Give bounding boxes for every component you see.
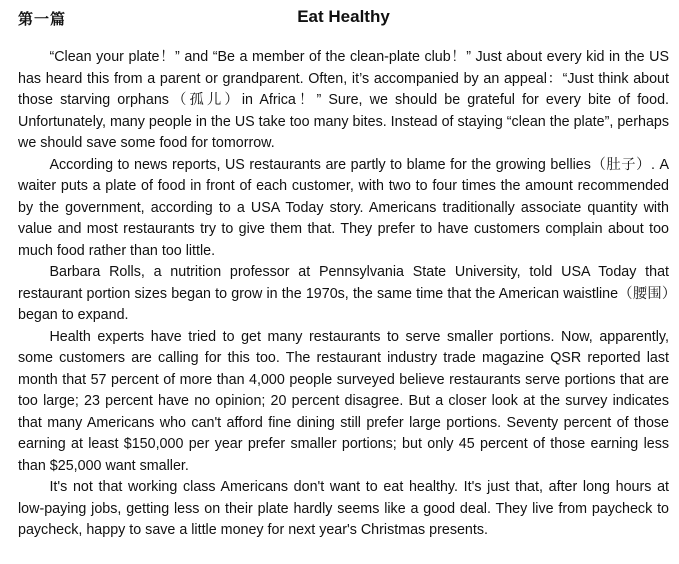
paragraph: According to news reports, US restaurants are partly to blame for the growing bellies（肚子）. A waiter puts a plate of food in front of each customer, with two to four times the amount recommended by the government, according to a USA Today story. Americans traditionally associate quantity with value and most restaurants try to give them that. They prefer to have customers complain about too much food rather than too little. bbox=[18, 156, 669, 259]
section-label: 第一篇 bbox=[18, 10, 67, 28]
paragraph: “Clean your plate！” and “Be a member of the clean-plate club！” Just about every kid in the US has heard this from a parent or grandparent. Often, it’s accompanied by an appeal：“Just think about those starving orphans（孤儿）in Africa！” Sure, we should be grateful for every bite of food. Unfortunately, many people in the US take too many bites. Instead of staying “clean the plate”, perhaps we should save some food for tomorrow. bbox=[18, 49, 669, 151]
document-header bbox=[18, 6, 669, 32]
article-body bbox=[18, 47, 669, 542]
article-title: Eat Healthy bbox=[297, 7, 390, 26]
paragraph: Health experts have tried to get many restaurants to serve smaller portions. Now, apparently, some customers are calling for this too. The restaurant industry trade magazine QSR reported last month that 57 percent of more than 4,000 people surveyed believe restaurants serve portions that are too large; 23 percent have no opinion; 20 percent disagree. But a closer look at the survey indicates that many Americans who can't afford fine dining still prefer large portions. Seventy percent of those earning at least $150,000 per year prefer smaller portions; but only 45 percent of those earning less than $25,000 want smaller. bbox=[18, 328, 669, 474]
paragraph: Barbara Rolls, a nutrition professor at Pennsylvania State University, told USA Today that restaurant portion sizes began to grow in the 1970s, the same time that the American waistline（腰围）began to expand. bbox=[18, 264, 669, 323]
paragraph: It's not that working class Americans don't want to eat healthy. It's just that, after long hours at low-paying jobs, getting less on their plate hardly seems like a good deal. They live from paycheck to paycheck, happy to save a little money for next year's Christmas presents. bbox=[18, 479, 669, 538]
